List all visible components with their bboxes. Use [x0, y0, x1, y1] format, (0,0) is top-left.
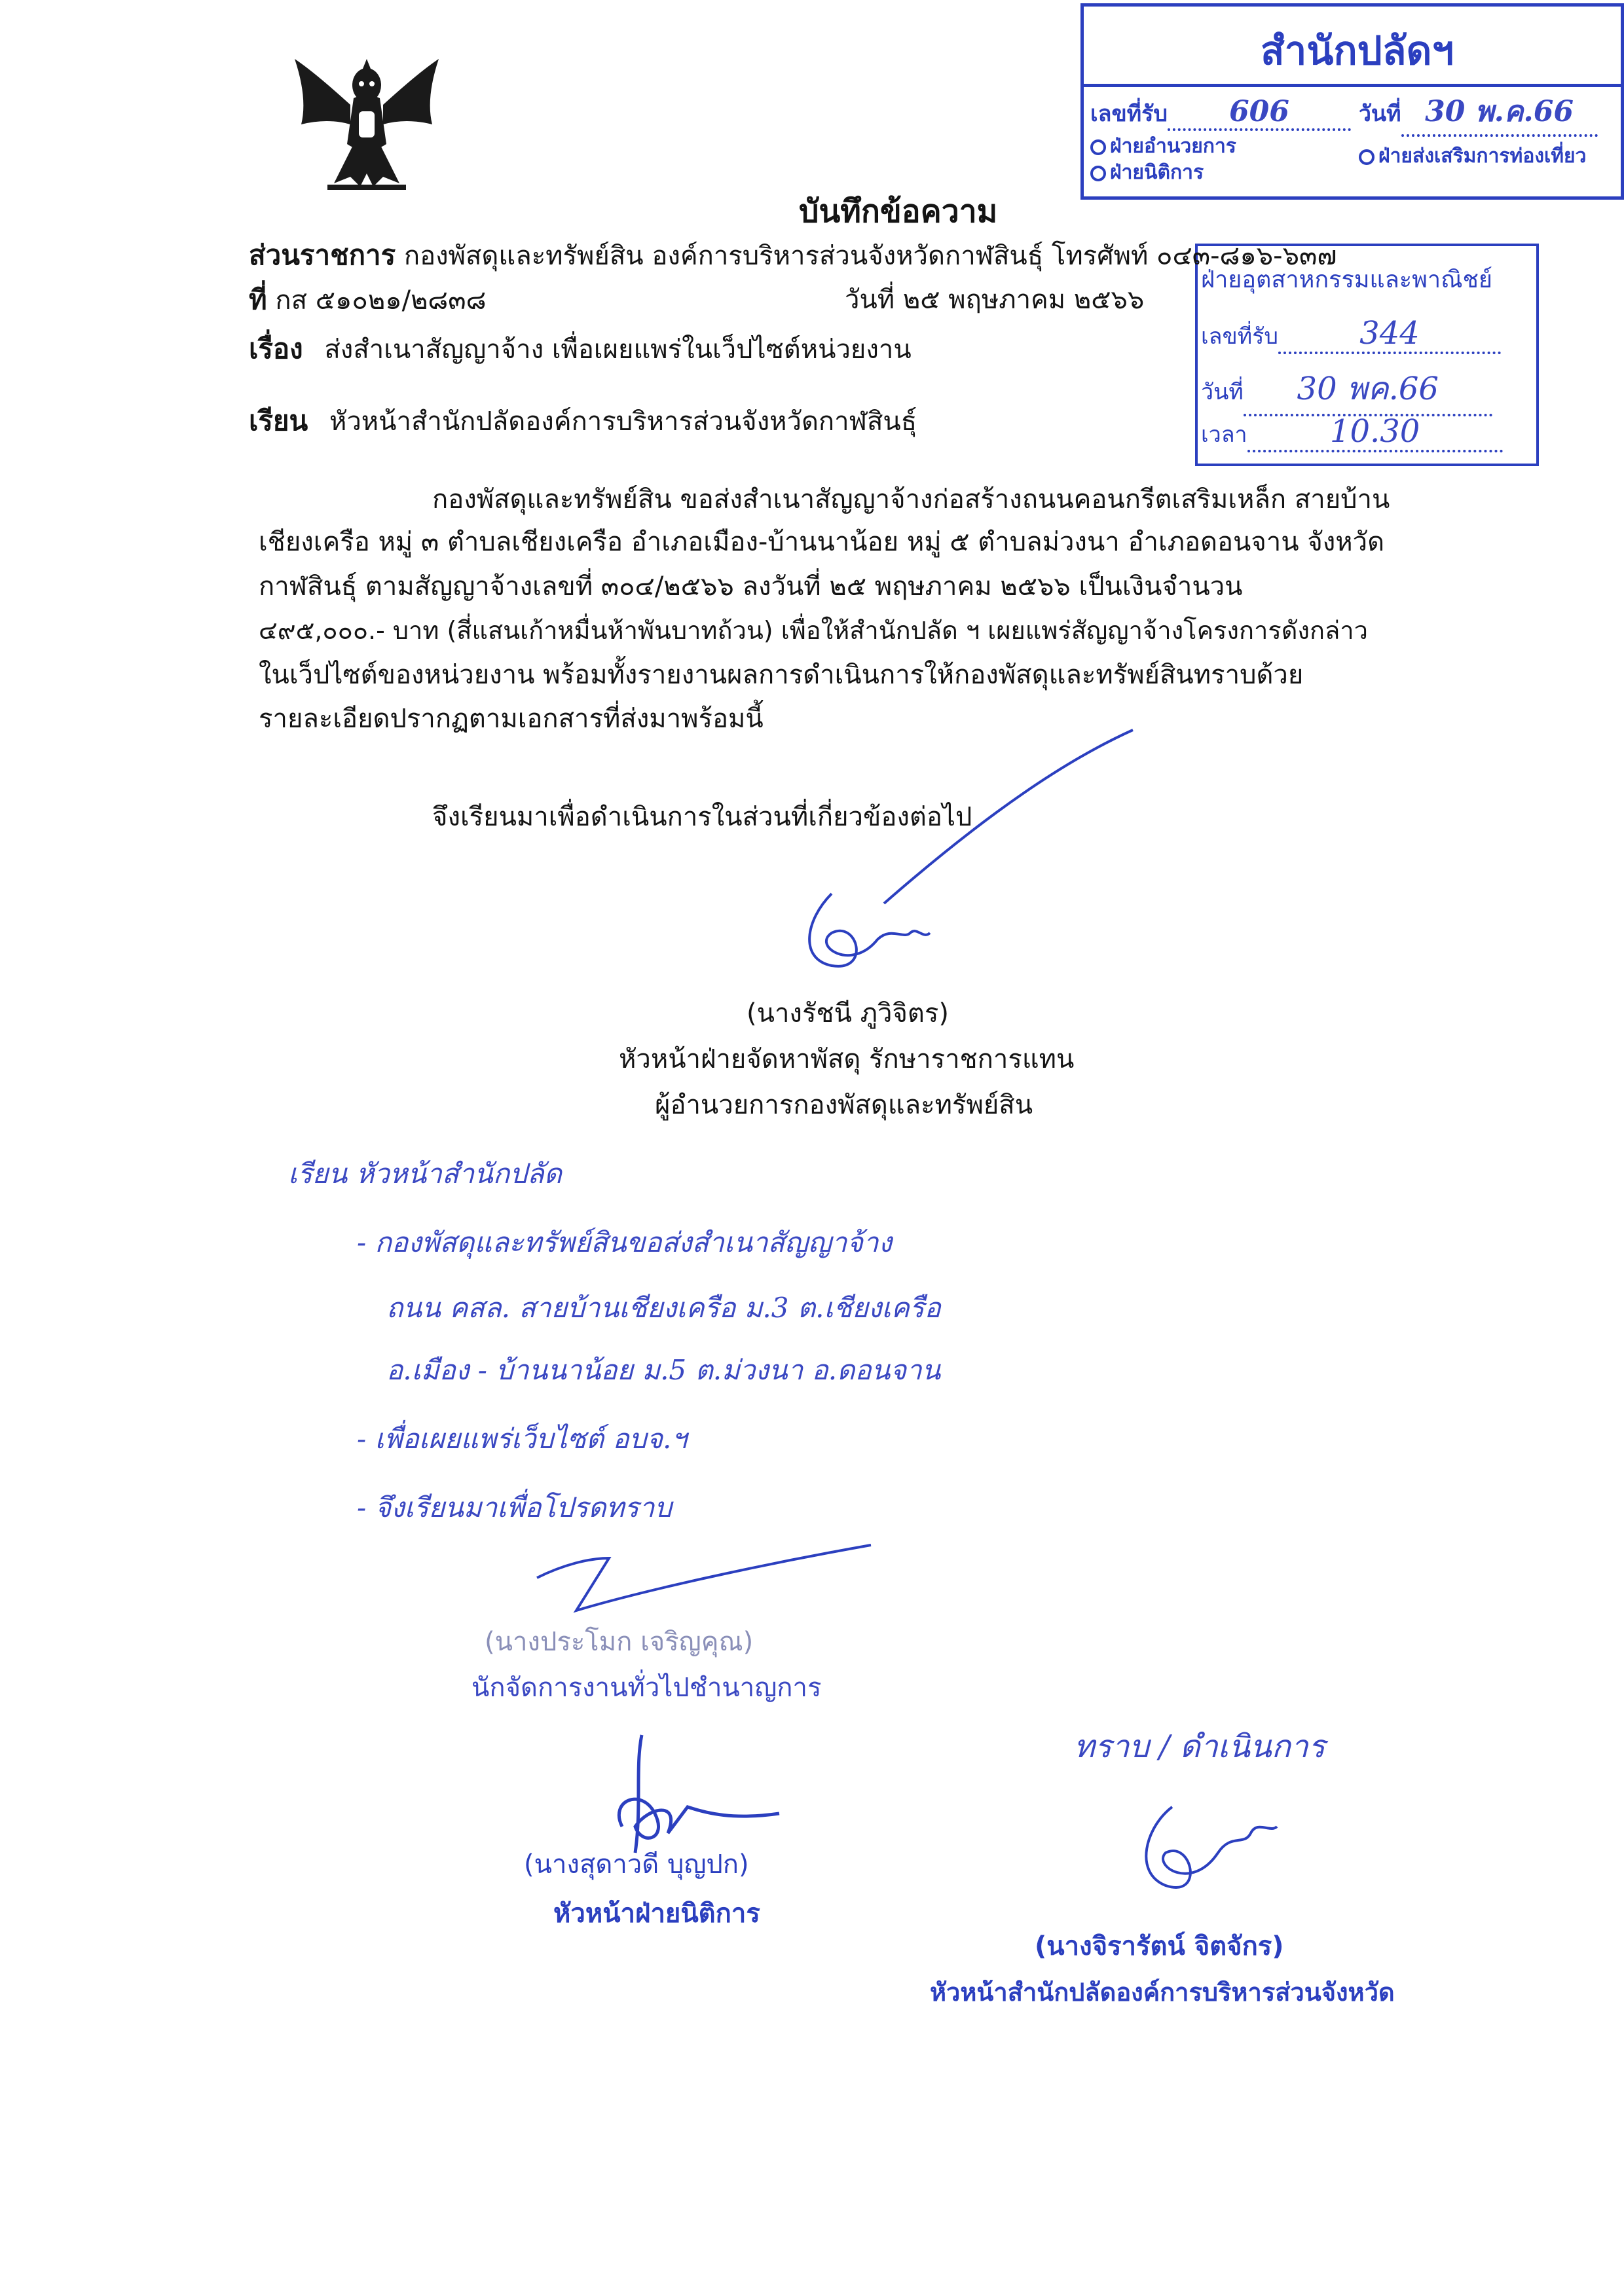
option-circle-icon — [1359, 149, 1375, 165]
stamp-office-recv-no-label: เลขที่รับ — [1090, 101, 1168, 127]
dept-label: ส่วนราชการ — [249, 239, 396, 271]
handwritten-line-6: - จึงเรียนมาเพื่อโปรดทราบ — [357, 1491, 672, 1523]
signature-mark — [602, 1728, 786, 1859]
handwritten-line-3: ถนน คสล. สายบ้านเชียงเครือ ม.3 ต.เชียงเครือ — [386, 1292, 941, 1324]
stamp-commerce-date-value: 30 พค.66 — [1297, 371, 1439, 407]
addressee-value: หัวหน้าสำนักปลัดองค์การบริหารส่วนจังหวัดกาฬสินธุ์ — [329, 407, 917, 437]
office-receipt-stamp — [1080, 3, 1624, 200]
stamp-commerce-recv-no-label: เลขที่รับ — [1201, 323, 1278, 350]
body-line-6: รายละเอียดปรากฏตามเอกสารที่ส่งมาพร้อมนี้ — [259, 704, 764, 734]
doc-number-label: ที่ — [249, 283, 267, 316]
subject-line — [249, 331, 912, 368]
option-circle-icon — [1090, 139, 1106, 155]
dept-value: กองพัสดุและทรัพย์สิน องค์การบริหารส่วนจังหวัดกาฬสินธุ์ โทรศัพท์ ๐๔๓-๘๑๖-๖๓๗ — [403, 241, 1337, 271]
signature-mark — [511, 1539, 877, 1617]
signature-mark — [792, 881, 936, 985]
doc-number-value: กส ๕๑๐๒๑/๒๘๓๘ — [275, 285, 487, 316]
subject-value: ส่งสำเนาสัญญาจ้าง เพื่อเผยแพร่ในเว็ปไซต์หน่วยงาน — [324, 335, 912, 365]
option-circle-icon — [1090, 166, 1106, 181]
approver-1-name: (นางประโมก เจริญคุณ) — [485, 1627, 754, 1657]
commerce-receipt-stamp — [1195, 244, 1539, 466]
signer-name: (นางรัชนี ภูวิจิตร) — [747, 998, 949, 1029]
memo-title: บันทึกข้อความ — [799, 193, 998, 230]
body-line-3: กาฬสินธุ์ ตามสัญญาจ้างเลขที่ ๓๐๔/๒๕๖๖ ลงวันที่ ๒๕ พฤษภาคม ๒๕๖๖ เป็นเงินจำนวน — [259, 572, 1243, 602]
handwritten-line-1: เรียน หัวหน้าสำนักปลัด — [288, 1157, 562, 1190]
garuda-emblem — [288, 46, 445, 196]
body-line-1: กองพัสดุและทรัพย์สิน ขอส่งสำเนาสัญญาจ้างก่อสร้างถนนคอนกรีตเสริมเหล็ก สายบ้าน — [432, 484, 1390, 515]
addressee-line — [249, 403, 917, 440]
approver-1-position: นักจัดการงานทั่วไปชำนาญการ — [471, 1673, 822, 1703]
stamp-office-opt1: ฝ่ายอำนวยการ — [1110, 135, 1236, 158]
stamp-office-recv-no-value: 606 — [1229, 95, 1289, 128]
closing-line: จึงเรียนมาเพื่อดำเนินการในส่วนที่เกี่ยวข้องต่อไป — [432, 802, 972, 832]
dept-line — [249, 237, 1337, 274]
handwritten-line-2: - กองพัสดุและทรัพย์สินขอส่งสำเนาสัญญาจ้าง — [357, 1226, 892, 1258]
subject-label: เรื่อง — [249, 333, 303, 365]
stamp-office-date-value: 30 พ.ค.66 — [1425, 95, 1574, 128]
handwritten-line-5: - เพื่อเผยแพร่เว็บไซต์ อบจ.ฯ — [357, 1423, 687, 1455]
handwritten-line-4: อ.เมือง - บ้านนาน้อย ม.5 ต.ม่วงนา อ.ดอนจาน — [386, 1354, 941, 1386]
stamp-office-opt2: ฝ่ายนิติการ — [1110, 161, 1204, 184]
signer-position-2: ผู้อำนวยการกองพัสดุและทรัพย์สิน — [655, 1090, 1033, 1120]
doc-date-line — [845, 282, 1144, 318]
stamp-commerce-time-label: เวลา — [1201, 422, 1247, 448]
doc-date-value: ๒๕ พฤษภาคม ๒๕๖๖ — [902, 285, 1145, 315]
stamp-commerce-recv-no-value: 344 — [1359, 315, 1420, 352]
stamp-office-date-label: วันที่ — [1358, 101, 1401, 127]
stamp-office-opt3: ฝ่ายส่งเสริมการท่องเที่ยว — [1378, 145, 1587, 168]
signer-position-1: หัวหน้าฝ่ายจัดหาพัสดุ รักษาราชการแทน — [619, 1044, 1075, 1074]
stamp-commerce-time-value: 10.30 — [1329, 413, 1420, 450]
approver-3-position: หัวหน้าสำนักปลัดองค์การบริหารส่วนจังหวัด — [930, 1978, 1395, 2007]
doc-number-line — [249, 282, 487, 319]
body-line-5: ในเว็ปไซต์ของหน่วยงาน พร้อมทั้งรายงานผลการดำเนินการให้กองพัสดุและทรัพย์สินทราบด้วย — [259, 660, 1304, 690]
body-line-2: เชียงเครือ หมู่ ๓ ตำบลเชียงเครือ อำเภอเมือง-บ้านนาน้อย หมู่ ๕ ตำบลม่วงนา อำเภอดอนจาน จังหวัด — [259, 527, 1385, 557]
body-line-4: ๔๙๕,๐๐๐.- บาท (สี่แสนเก้าหมื่นห้าพันบาทถ้วน) เพื่อให้สำนักปลัด ฯ เผยแพร่สัญญาจ้างโครงการดังกล่าว — [259, 616, 1368, 645]
approver-2-name: (นางสุดาวดี บุญปก) — [524, 1850, 749, 1880]
addressee-label: เรียน — [249, 405, 308, 437]
approver-3-name: (นางจิรารัตน์ จิตจักร) — [1035, 1931, 1284, 1961]
stamp-commerce-date-label: วันที่ — [1201, 379, 1244, 405]
approver-2-position: หัวหน้าฝ่ายนิติการ — [553, 1899, 760, 1929]
doc-date-label: วันที่ — [845, 285, 895, 315]
stamp-commerce-title: ฝ่ายอุตสาหกรรมและพาณิชย์ — [1201, 266, 1492, 293]
stamp-office-title: สำนักปลัดฯ — [1261, 28, 1454, 74]
signature-mark — [1126, 1794, 1283, 1905]
handwritten-note: ทราบ / ดำเนินการ — [1074, 1728, 1325, 1765]
